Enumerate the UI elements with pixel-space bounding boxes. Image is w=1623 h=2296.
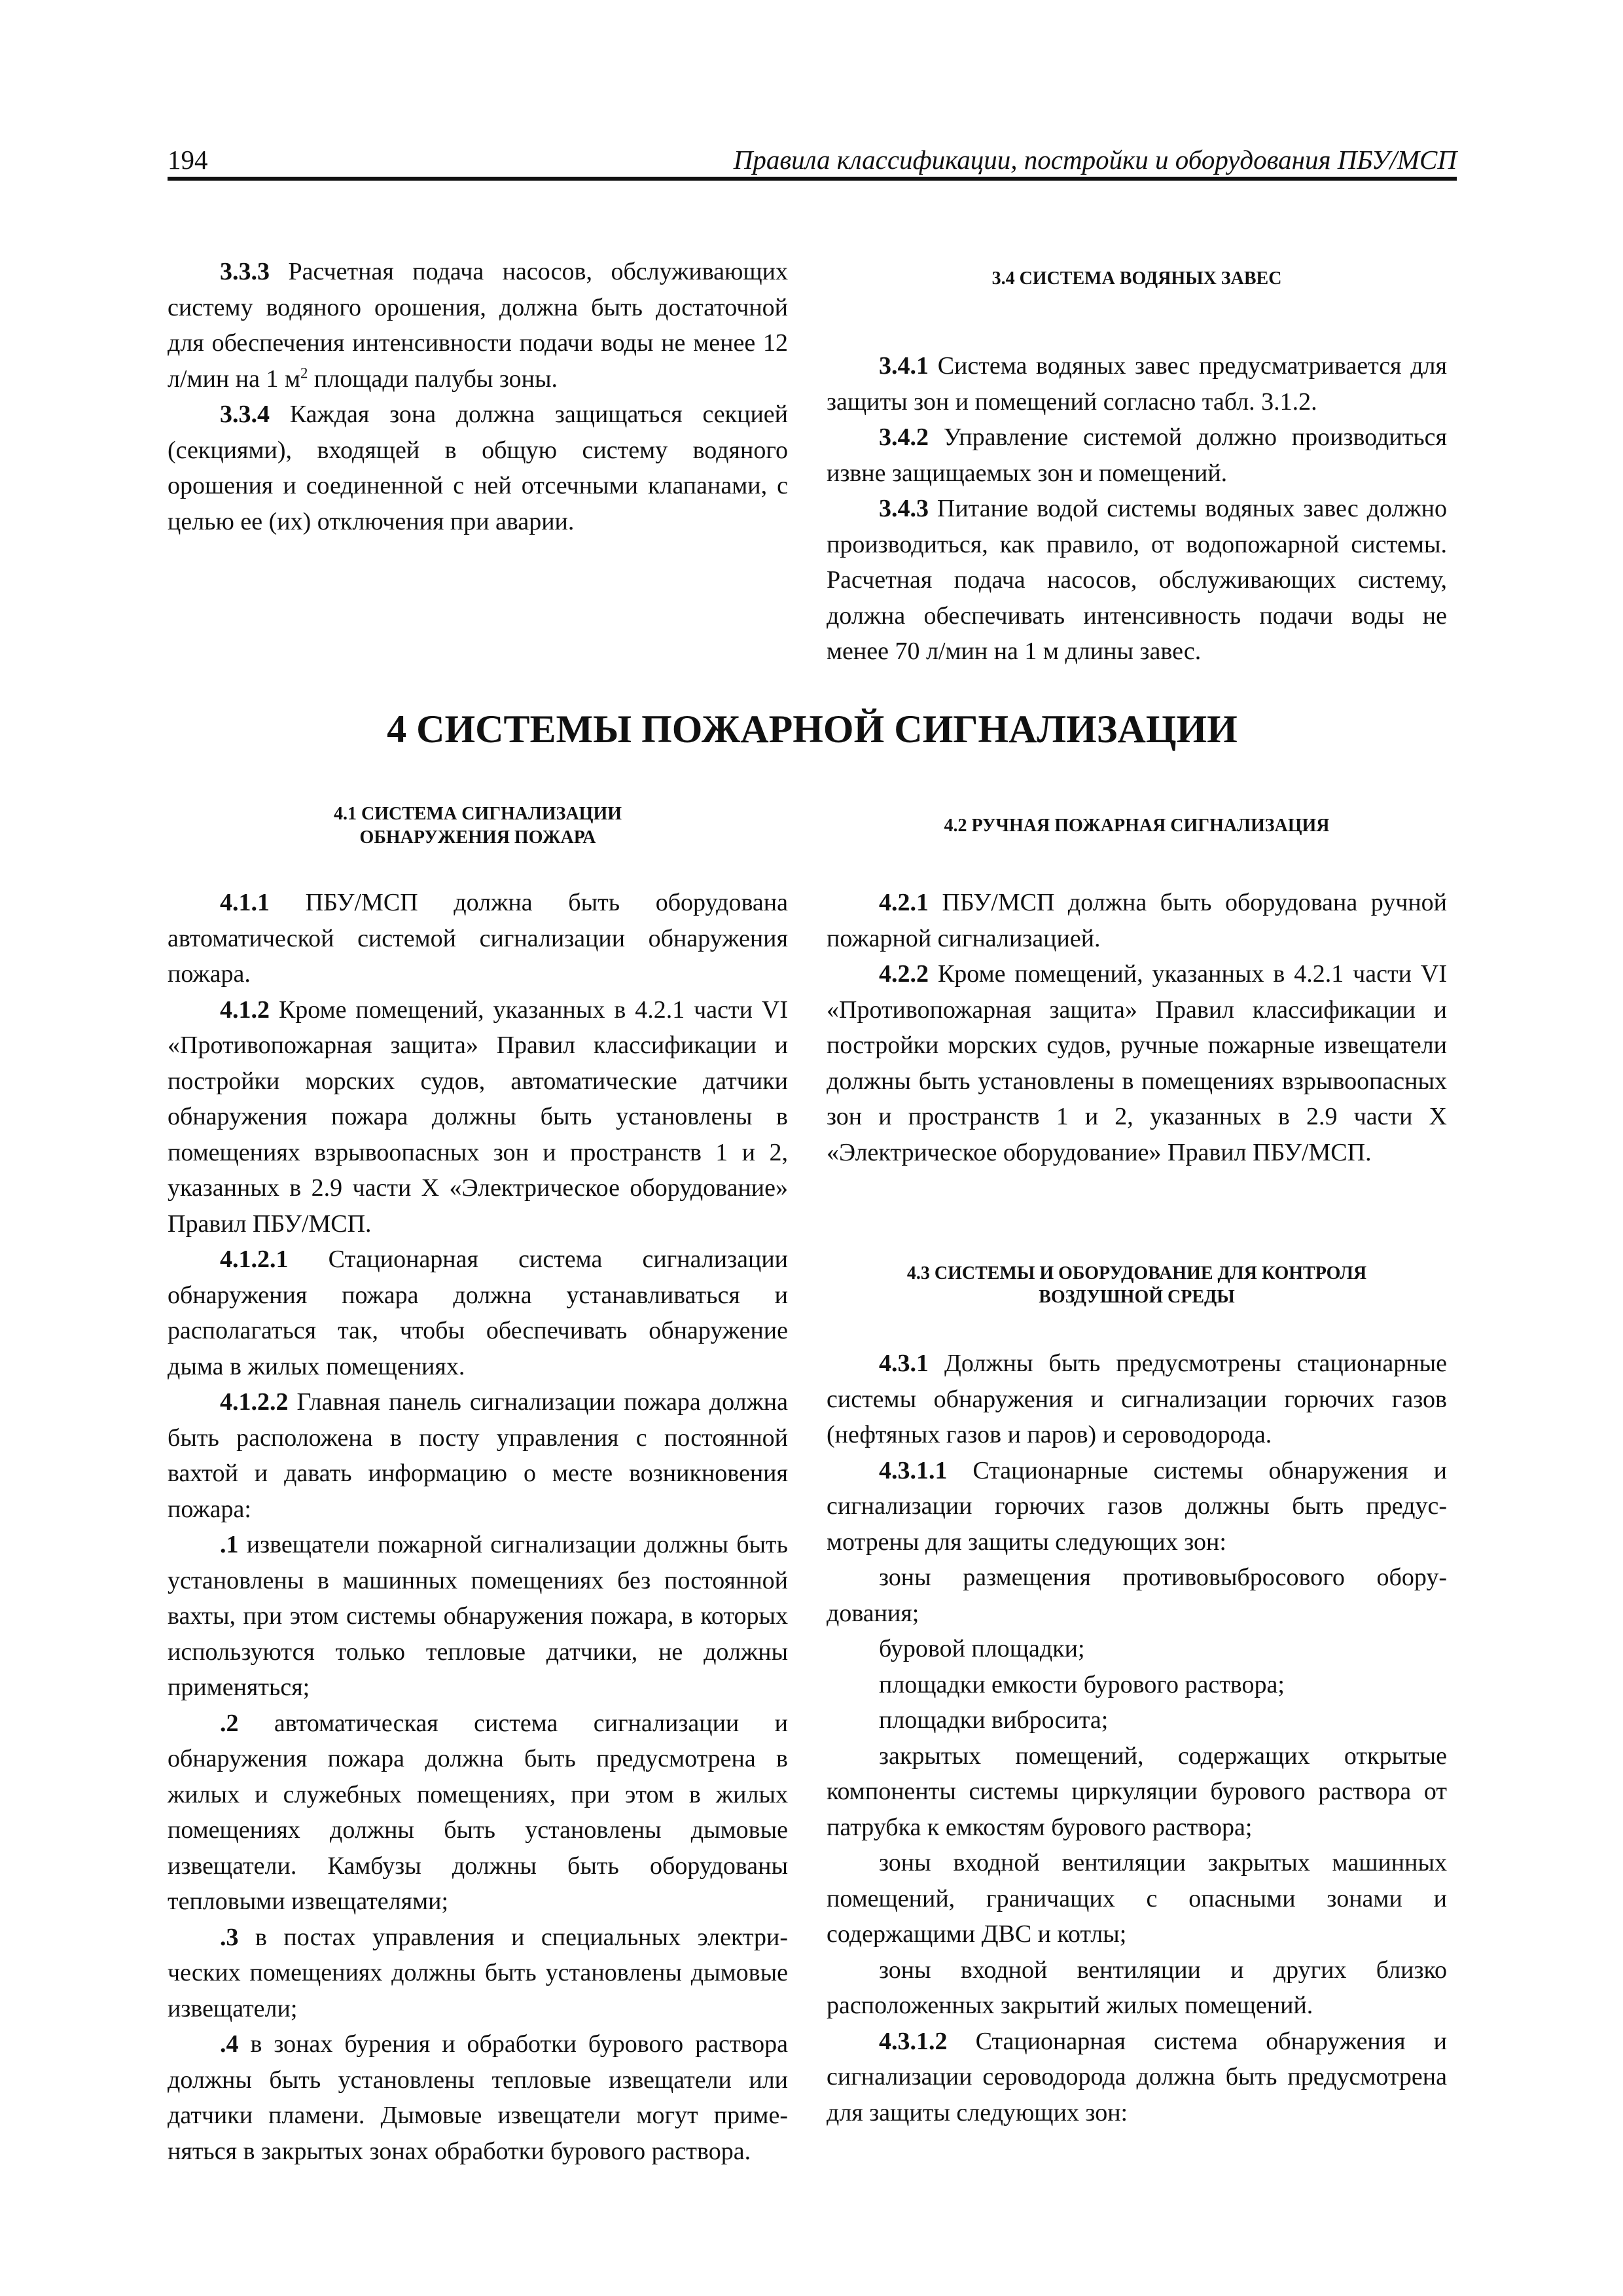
header-rule bbox=[168, 177, 1457, 181]
paragraph-4-3-1: 4.3.1 Должны быть предусмотрены стационарные системы обнаружения и сигнализации горючих газов (нефтяных газов и паров) и сероводорода. bbox=[827, 1350, 1447, 1448]
section-4-1-heading bbox=[168, 802, 788, 850]
zone-item: площадки вибросита; bbox=[879, 1706, 1109, 1734]
page-number: 194 bbox=[168, 145, 208, 175]
paragraph-3-3-4: 3.3.4 Каждая зона должна защищаться секцией (секциями), входящей в общую систему водяного орошения и соединенной с ней отсечными клапанами, с целью ее (их) отключения при аварии. bbox=[168, 401, 788, 535]
top-left-column bbox=[168, 254, 788, 539]
top-right-text bbox=[827, 348, 1447, 670]
chapter-title: 4 СИСТЕМЫ ПОЖАРНОЙ СИГНАЛИЗАЦИИ bbox=[387, 708, 1238, 751]
list-item-3: .3 в постах управления и специальных электрических помещениях должны быть установлены дымовые извещатели; bbox=[168, 1923, 788, 2022]
section-heading-3-4: 3.4 СИСТЕМА ВОДЯНЫХ ЗАВЕС bbox=[991, 268, 1282, 289]
running-title: Правила классификации, постройки и оборудования ПБУ/МСП bbox=[733, 145, 1457, 175]
list-item-4: .4 в зонах бурения и обработки бурового раствора должны быть установлены тепловые извещатели или датчики пламени. Дымовые извещатели могут применяться в закрытых зонах обработки бурового раствора. bbox=[168, 2030, 788, 2165]
paragraph-4-1-1: 4.1.1 ПБУ/МСП должна быть оборудована автоматической системой сигнализации обнаружения пожара. bbox=[168, 889, 788, 988]
section-4-3-body bbox=[827, 1346, 1447, 2130]
zone-item: зоны входной вентиляции и других близко расположенных закрытий жилых помещений. bbox=[827, 1956, 1447, 2019]
paragraph-4-3-1-2: 4.3.1.2 Стационарная система обнаружения и сигнализации сероводорода должна быть предусмотрена для защиты следующих зон: bbox=[827, 2027, 1447, 2126]
section-heading-4-2: 4.2 РУЧНАЯ ПОЖАРНАЯ СИГНАЛИЗАЦИЯ bbox=[944, 816, 1330, 836]
paragraph-4-1-2-2: 4.1.2.2 Главная панель сигнализации пожара должна быть расположена в посту управления с постоянной вахтой и давать информацию о месте возникновения пожара: bbox=[168, 1388, 788, 1523]
zone-item: зоны входной вентиляции закрытых машинных помещений, граничащих с опасными зонами и содержащими ДВС и котлы; bbox=[827, 1849, 1447, 1948]
paragraph-4-1-2-1: 4.1.2.1 Стационарная система сигнализации обнаружения пожара должна устанавливаться и располагаться так, чтобы обеспечивать обнаружение дыма в жилых помещениях. bbox=[168, 1246, 788, 1380]
paragraph-3-3-3: 3.3.3 Расчетная подача насосов, обслуживающих систему водяного орошения, должна быть достаточной для обеспечения интенсивности подачи воды не менее 12 л/мин на 1 $м^2$ площади палубы зоны. bbox=[168, 258, 788, 393]
paragraph-4-3-1-1: 4.3.1.1 Стационарные системы обнаружения и сигнализации горючих газов должны быть предусмотрены для защиты следующих зон: bbox=[827, 1456, 1447, 1556]
paragraph-3-4-2: 3.4.2 Управление системой должно производиться извне защищаемых зон и помещений. bbox=[827, 423, 1447, 487]
paragraph-4-2-1: 4.2.1 ПБУ/МСП должна быть оборудована ручной пожарной сигнализацией. bbox=[827, 889, 1447, 952]
top-right-column bbox=[827, 267, 1447, 291]
paragraph-3-4-1: 3.4.1 Система водяных завес предусматривается для защиты зон и помещений согласно табл. 3.1.2. bbox=[827, 352, 1447, 416]
paragraph-4-2-2: 4.2.2 Кроме помещений, указанных в 4.2.1 части VI «Противопожарная защита» Правил классификации и постройки морских судов, ручные пожарные извещатели должны быть установлены в помещениях взрывоопасных зон и пространств 1 и 2, указанных в 2.9 части X «Электрическое оборудование» Правил ПБУ/МСП. bbox=[827, 960, 1447, 1166]
section-heading-4-3-line1: 4.3 СИСТЕМЫ И ОБОРУДОВАНИЕ ДЛЯ КОНТРОЛЯ bbox=[906, 1263, 1367, 1283]
zone-item: площадки емкости бурового раствора; bbox=[879, 1670, 1285, 1698]
zone-item: буровой площадки; bbox=[879, 1635, 1085, 1662]
section-4-2-body bbox=[827, 885, 1447, 1170]
paragraph-4-1-2: 4.1.2 Кроме помещений, указанных в 4.2.1 части VI «Противопожарная защита» Правил классификации и постройки морских судов, автоматические датчики обнаружения пожара должны быть установлены в помещениях взрывоопасных зон и пространств 1 и 2, указанных в 2.9 части X «Электрическое оборудование» Правил ПБУ/МСП. bbox=[168, 996, 788, 1238]
zone-item: зоны размещения противовыбросового оборудования; bbox=[827, 1564, 1447, 1627]
section-4-2-heading bbox=[827, 814, 1447, 838]
section-4-1-body bbox=[168, 885, 788, 2169]
list-item-2: .2 автоматическая система сигнализации и обнаружения пожара должна быть предусмотрена в жилых и служебных помещениях, при этом в жилых помещениях должны быть установлены дымовые извещатели. Камбузы должны быть оборудованы тепловыми извещателями; bbox=[168, 1709, 788, 1915]
paragraph-3-4-3: 3.4.3 Питание водой системы водяных завес должно производиться, как правило, от водопожарной системы. Расчетная подача насосов, обслуживающих систему, должна обеспечивать интенсивность подачи воды не менее 70 л/мин на 1 м длины завес. bbox=[827, 495, 1447, 665]
section-heading-4-1-line2: ОБНАРУЖЕНИЯ ПОЖАРА bbox=[359, 827, 596, 848]
zone-item: закрытых помещений, содержащих открытые компоненты системы циркуляции бурового раствора от патрубка к емкостям бурового раствора; bbox=[827, 1742, 1447, 1841]
section-4-3-heading bbox=[827, 1262, 1447, 1309]
section-heading-4-1-line1: 4.1 СИСТЕМА СИГНАЛИЗАЦИИ bbox=[333, 804, 622, 824]
page-header bbox=[168, 135, 1457, 177]
list-item-1: .1 извещатели пожарной сигнализации должны быть установлены в машинных помещениях без постоянной вахты, при этом системы обнаружения пожара, в которых используются только тепловые датчики, не должны применяться; bbox=[168, 1531, 788, 1701]
section-heading-4-3-line2: ВОЗДУШНОЙ СРЕДЫ bbox=[1039, 1287, 1235, 1307]
